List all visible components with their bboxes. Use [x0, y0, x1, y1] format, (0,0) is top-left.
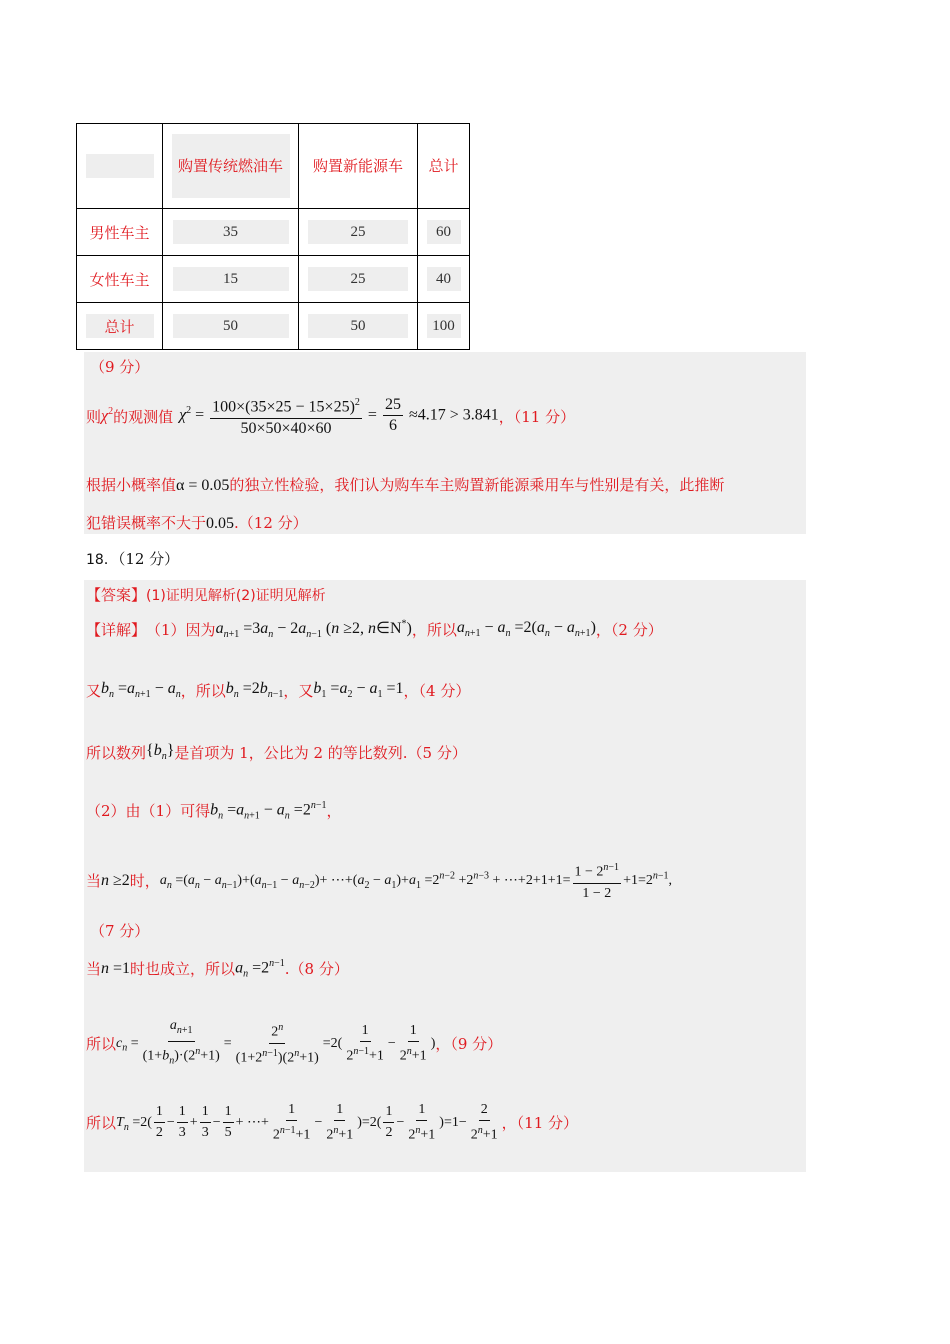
detail-p2-c: ，又: [283, 682, 314, 700]
header-traditional-car: 购置传统燃油车: [172, 134, 290, 198]
chi-formula: $\chi^2$ = $\frac{100\times(35\times 25 - 15\times 25)^2}{50\times 50\times 40\times 60}$ = $\frac{25}{6}$ ≈4.17 > 3.841: [179, 393, 499, 438]
an-closed-form: $a_n =2^{n-1}$: [235, 958, 285, 980]
detail-line-8: [86, 1100, 578, 1146]
cell-value: 60: [427, 220, 461, 244]
table-cell: [299, 209, 418, 256]
q18-heading: [86, 548, 179, 569]
cell-value: 40: [427, 267, 461, 291]
row-label-cell: [77, 303, 163, 350]
row-label-cell: [77, 209, 163, 256]
detail-p4-b: ，: [326, 802, 342, 821]
table-header-cell: [418, 124, 470, 209]
n-condition: n ≥2: [101, 871, 130, 889]
table-cell: [418, 209, 470, 256]
p-value: 0.05: [206, 515, 235, 532]
cell-value: 25: [308, 267, 408, 291]
cell-value: 15: [173, 267, 289, 291]
detail-line-1: [86, 618, 663, 640]
q18-number: 18．: [86, 552, 118, 568]
detail-p3-a: 所以数列: [86, 744, 147, 762]
table-header-cell: [163, 124, 299, 209]
bn-recurrence: $b_n =2b_{n-1}$: [225, 680, 284, 701]
bn-def: $b_n =a_{n+1} - a_n$: [101, 680, 181, 701]
bn-closed-form: $b_n =a_{n+1} - a_n =2^{n-1}$: [210, 800, 327, 822]
answer-line: [86, 584, 326, 605]
detail-line-4: [86, 800, 341, 822]
cell-value: 100: [427, 314, 461, 338]
q18-points: （12 分）: [117, 550, 180, 568]
answer-text: (1)证明见解析(2)证明见解析: [146, 588, 326, 604]
conclusion-score: .（12 分）: [234, 514, 308, 532]
table-cell: [163, 256, 299, 303]
table-header-cell: [299, 124, 418, 209]
detail-line-6: [86, 958, 349, 980]
header-new-energy-car: 购置新能源车: [312, 157, 403, 175]
table-header-row: [77, 124, 470, 209]
row-label-total: 总计: [86, 314, 154, 338]
table-cell: [418, 303, 470, 350]
detail-p5-b: 时，: [129, 872, 160, 891]
conclusion-line-1: [86, 474, 724, 495]
table-cell: [163, 303, 299, 350]
n-equals-one: n =1: [101, 959, 131, 977]
conclusion-a: 根据小概率值: [86, 476, 177, 494]
header-total: 总计: [428, 157, 459, 175]
recurrence-formula: $a_{n+1} =3a_n - 2a_{n-1}$ (n ≥2, n∈N*): [215, 618, 412, 641]
contingency-table: [76, 123, 470, 350]
answer-tag: 【答案】: [86, 586, 147, 604]
chi-prefix: 则: [86, 407, 102, 426]
detail-line-7: [86, 1016, 502, 1071]
row-label-cell: [77, 256, 163, 303]
conclusion-c: 犯错误概率不大于: [86, 514, 207, 532]
conclusion-line-2: [86, 512, 308, 533]
detail-p8-a: 所以: [86, 1114, 117, 1133]
detail-tag: 【详解】: [86, 620, 147, 639]
tn-formula: $T_n =2$( $\frac{1}{2}$ − $\frac{1}{3}$ + $\frac{1}{3}$ − $\frac{1}{5}$ + ⋯+ $\frac{1}{2^{n-1}+1}$ − $\frac{1}{2^n+1}$ )=2( $\frac{1}{2}$ − $\frac{1}{2^n+1}$ )=1− $\frac{2}{2^n+1}$: [116, 1102, 498, 1143]
detail-p8-score: ，（11 分）: [501, 1114, 579, 1133]
bn-sequence: $\{b_n\}$: [146, 742, 175, 763]
chi-square-line: [86, 388, 575, 444]
row-label-male: 男性车主: [89, 223, 150, 242]
detail-line-3: [86, 742, 467, 763]
an-sum-formula: $a_n =(a_n - a_{n-1})+(a_{n-1} - a_{n-2})+$ $\cdots+(a_2 - a_1)+a_1 =2^{n-2} +2^{n-3}$ + ⋯+2+1+1= $\frac{1 - 2^{n-1}}{1 - 2}$ $+1=2^{n-1}$,: [160, 858, 672, 904]
detail-p4-a: （2）由（1）可得: [86, 802, 211, 821]
table-row: [77, 256, 470, 303]
table-row: [77, 209, 470, 256]
detail-p7-score: ，（9 分）: [435, 1035, 503, 1054]
table-corner-cell: [77, 124, 163, 209]
difference-formula: $a_{n+1} - a_n =2(a_n - a_{n+1})$: [456, 619, 596, 640]
cell-value: 50: [308, 314, 408, 338]
cell-value: 50: [173, 314, 289, 338]
detail-p6-b: 时也成立，所以: [130, 960, 236, 979]
detail-p1-a: （1）因为: [146, 620, 216, 639]
cell-value: 25: [308, 220, 408, 244]
chi-symbol: $\chi^2$: [101, 406, 114, 425]
conclusion-b: 的独立性检验，我们认为购车车主购置新能源乘用车与性别是有关，此推断: [229, 476, 725, 494]
detail-p1-b: ，所以: [411, 620, 457, 639]
table-row: [77, 303, 470, 350]
detail-p7-a: 所以: [86, 1035, 117, 1054]
chi-score: ，（11 分）: [498, 407, 576, 426]
alpha-value: α = 0.05: [176, 477, 230, 494]
chi-text: 的观测值: [113, 407, 174, 426]
detail-p1-score: ，（2 分）: [595, 620, 663, 639]
table-cell: [418, 256, 470, 303]
detail-p6-a: 当: [86, 960, 102, 979]
table-cell: [299, 303, 418, 350]
detail-p2-a: 又: [86, 682, 102, 700]
detail-p2-b: ，所以: [180, 682, 226, 700]
detail-p5-a: 当: [86, 872, 102, 891]
detail-p2-score: ，（4 分）: [403, 682, 471, 700]
detail-line-2: [86, 680, 470, 701]
detail-p6-score: .（8 分）: [284, 960, 349, 979]
q17-score-9: （9 分）: [90, 358, 150, 376]
empty-header-box: [86, 154, 154, 178]
detail-p3-b: 是首项为 1，公比为 2 的等比数列.（5 分）: [174, 744, 467, 762]
detail-p5-score: （7 分）: [90, 922, 150, 940]
table-cell: [299, 256, 418, 303]
detail-line-5: [86, 858, 672, 904]
cn-formula: $c_n$ = $\frac{a_{n+1}}{(1+b_n)\cdot(2^n+1)}$ = $\frac{2^n}{(1+2^{n-1})(2^n+1)}$ =2( $\frac{1}{2^{n-1}+1}$ − $\frac{1}{2^n+1}$ ): [116, 1018, 436, 1067]
cell-value: 35: [173, 220, 289, 244]
row-label-female: 女性车主: [89, 270, 150, 289]
b1-value: $b_1 =a_2 - a_1 =1$: [313, 680, 404, 701]
table-cell: [163, 209, 299, 256]
